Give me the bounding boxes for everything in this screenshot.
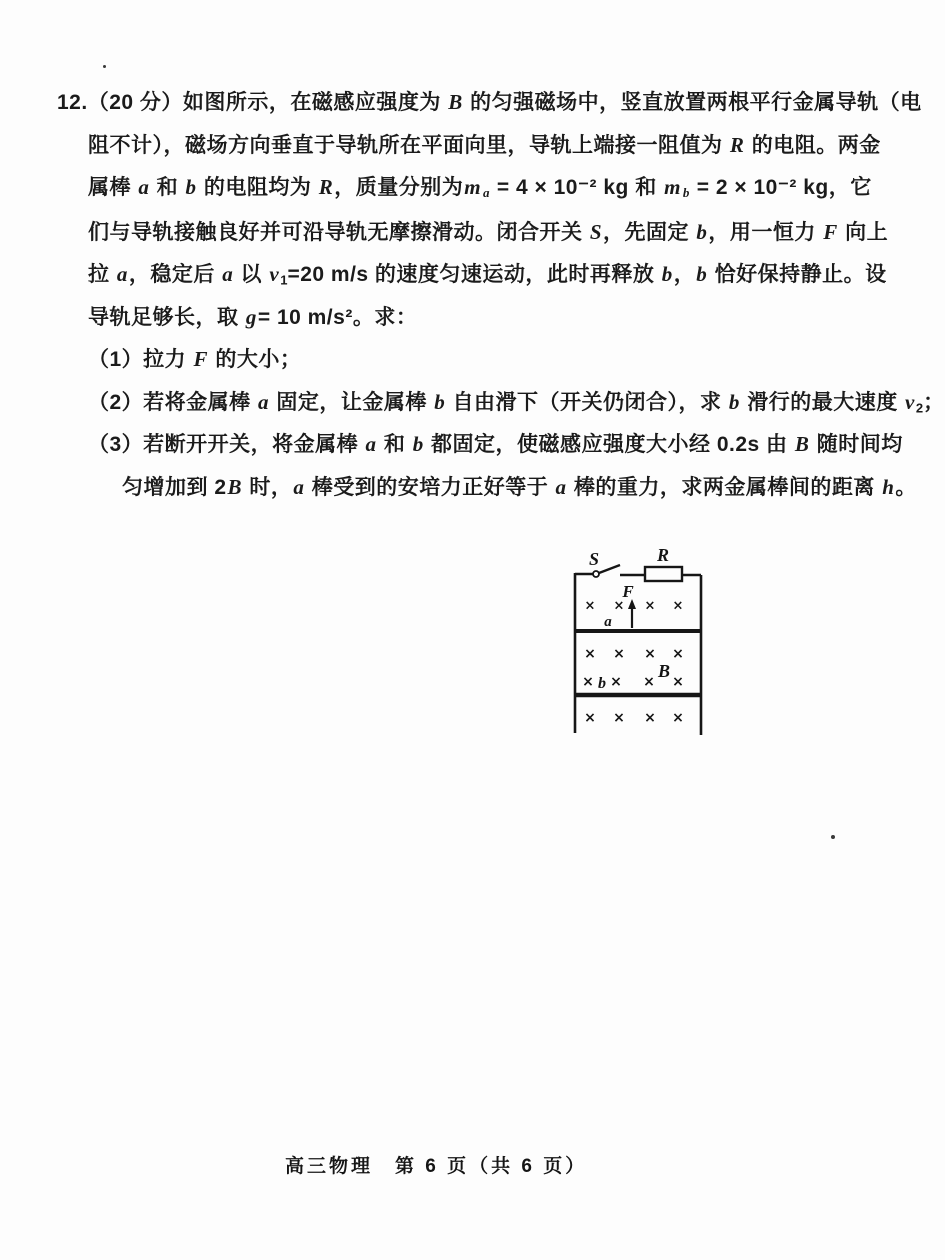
circuit-diagram — [558, 540, 718, 740]
switch-contact — [593, 571, 599, 577]
problem-line-6: 导轨足够长，取 g= 10 m/s²。求： — [88, 305, 418, 329]
field-cross: × — [644, 710, 656, 726]
field-cross: × — [644, 646, 656, 662]
scan-artifact-dot — [103, 65, 106, 68]
problem-line-2: 阻不计），磁场方向垂直于导轨所在平面向里，导轨上端接一阻值为 R 的电阻。两金 — [88, 133, 881, 157]
bar-a-label: a — [604, 614, 612, 630]
switch-blade — [599, 565, 620, 573]
subquestion-3: （3）若断开开关，将金属棒 a 和 b 都固定，使磁感应强度大小经 0.2s 由 B 随时间均 — [88, 432, 903, 456]
field-label: B — [657, 661, 671, 681]
problem-line-5: 拉 a，稳定后 a 以 v1=20 m/s 的速度匀速运动，此时再释放 b，b 恰好保持静止。设 — [88, 262, 887, 288]
problem-line-3: 属棒 a 和 b 的电阻均为 R，质量分别为m a = 4 × 10⁻² kg 和 m b = 2 × 10⁻² kg，它 — [88, 175, 872, 201]
field-cross: × — [672, 646, 684, 662]
bar-b-label: b — [598, 675, 606, 692]
force-label: F — [622, 582, 634, 601]
field-cross: × — [610, 674, 622, 690]
switch-label: S — [588, 549, 600, 569]
scan-artifact-dot — [831, 835, 835, 839]
field-cross: × — [613, 646, 625, 662]
problem-line-1: 12.（20 分）如图所示，在磁感应强度为 B 的匀强磁场中，竖直放置两根平行金属导轨（电 — [57, 90, 922, 114]
field-cross: × — [613, 710, 625, 726]
subquestion-1: （1）拉力 F 的大小； — [88, 347, 302, 371]
page-footer: 高三物理 第 6 页（共 6 页） — [285, 1156, 588, 1177]
field-cross: × — [584, 710, 596, 726]
field-cross: × — [672, 674, 684, 690]
subquestion-2: （2）若将金属棒 a 固定，让金属棒 b 自由滑下（开关仍闭合），求 b 滑行的最大速度 v2； — [88, 390, 945, 416]
field-cross: × — [644, 598, 656, 614]
field-cross: × — [582, 674, 594, 690]
resistor-label: R — [656, 545, 670, 565]
subquestion-3-cont: 匀增加到 2B 时，a 棒受到的安培力正好等于 a 棒的重力，求两金属棒间的距离 h。 — [122, 475, 917, 499]
field-cross: × — [643, 674, 655, 690]
problem-line-4: 们与导轨接触良好并可沿导轨无摩擦滑动。闭合开关 S，先固定 b，用一恒力 F 向上 — [88, 220, 889, 244]
field-cross: × — [584, 598, 596, 614]
resistor — [645, 567, 682, 581]
field-cross: × — [672, 598, 684, 614]
field-cross: × — [613, 598, 625, 614]
field-cross: × — [672, 710, 684, 726]
field-cross: × — [584, 646, 596, 662]
